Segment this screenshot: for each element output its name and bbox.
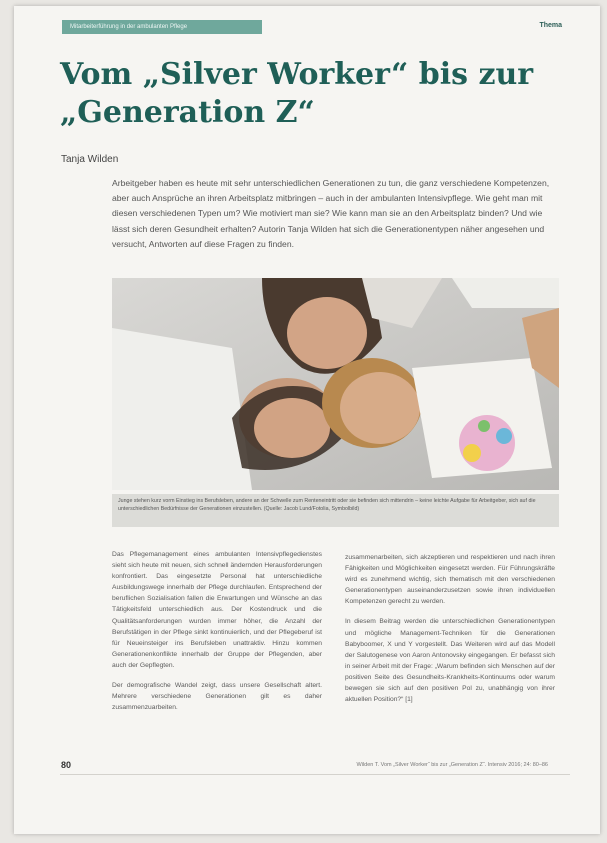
article-title <box>60 56 580 132</box>
footer-divider <box>60 774 570 775</box>
article-photo <box>112 278 559 490</box>
body-column-left <box>112 549 322 722</box>
magazine-page <box>14 6 600 834</box>
page-number: 80 <box>61 760 72 770</box>
body-paragraph: In diesem Beitrag werden die unterschiedlichen Generationentypen und mögliche Management-Techniken für die Generationen Babyboomer, X und Y vorgestellt. Das Weiteren wird auf das Modell der Salutogenese von Aaron Antonovsky eingegangen. Er befasst sich in seiner Arbeit mit der Frage: „Warum befinden sich Menschen auf der positiven Seite des Gesundheits-Krankheits-Kontinuums oder warum bewegen sie sich auf den positiven Pol zu, unabhängig von ihrer aktuellen Position?“ [1] <box>345 618 555 704</box>
article-intro: Arbeitgeber haben es heute mit sehr unterschiedlichen Generationen zu tun, die ganz verschiedene Kompetenzen, aber auch Ansprüche an ihren Arbeitsplatz mitbringen – auch in der ambulanten Intensivpflege. Wie geht man mit diesen verschiedenen Typen um? Wie motiviert man sie? Wie kann man sie an den Arbeitsplatz binden? Und wie lässt sich deren Gesundheit erhalten? Autorin Tanja Wilden hat sich die Generationentypen näher angesehen und versucht, Antworten auf diese Fragen zu finden. <box>112 178 550 249</box>
body-paragraph: Der demografische Wandel zeigt, dass unsere Gesellschaft altert. Mehrere verschiedene Generationen gilt es daher zusammenzuarbeiten. <box>112 682 322 712</box>
body-column-right <box>345 552 555 714</box>
citation-footer: Wilden T. Vom „Silver Worker“ bis zur „Generation Z“. Intensiv 2016; 24: 80–86 <box>356 762 548 768</box>
article-title-line-1: Vom „Silver Worker“ bis zur <box>60 57 534 92</box>
header-category-bar: Mitarbeiterführung in der ambulanten Pflege <box>62 20 262 34</box>
header-section-label: Thema <box>539 22 562 29</box>
body-paragraph: Das Pflegemanagement eines ambulanten Intensivpflegedienstes sieht sich heute mit neuen, sich schnell ändernden Herausforderungen konfrontiert. Das eingesetzte Personal hat unterschiedliche Ausbildungswege innerhalb der Pflege durchlaufen. Entsprechend der beruflichen Sozialisation fallen die Erwartungen und Wünsche an das Tätigkeitsfeld unterschiedlich aus. Der Kostendruck und die Qualitätsanforderungen wurden immer höher, die Anzahl der Berufstätigen in der Pflege sinkt kontinuierlich, und der Pflegeberuf ist für Neueinsteiger ins Berufsleben unattraktiv. Hinzu kommen Generationenkonflikte innerhalb der Gruppe der Pflegenden, aber auch der Gepflegten. <box>112 551 322 669</box>
article-title-line-2: „Generation Z“ <box>60 95 315 130</box>
article-author: Tanja Wilden <box>61 154 119 165</box>
photo-illustration <box>112 278 559 490</box>
photo-caption: Junge stehen kurz vorm Einstieg ins Berufsleben, andere an der Schwelle zum Renteneintritt oder sie befinden sich mittendrin – keine leichte Aufgabe für Arbeitgeber, sich auf die unterschiedlichen Bedürfnisse der Generationen einzustellen. (Quelle: Jacob Lund/Fotolia, Symbolbild) <box>112 494 559 527</box>
body-paragraph: zusammenarbeiten, sich akzeptieren und respektieren und nach ihren Fähigkeiten und Möglichkeiten eingesetzt werden. Für Führungskräfte wird es zunehmend wichtig, sich thematisch mit den verschiedenen Generationentypen auseinanderzusetzen sowie ihren individuellen Kompetenzen gerecht zu werden. <box>345 554 555 606</box>
